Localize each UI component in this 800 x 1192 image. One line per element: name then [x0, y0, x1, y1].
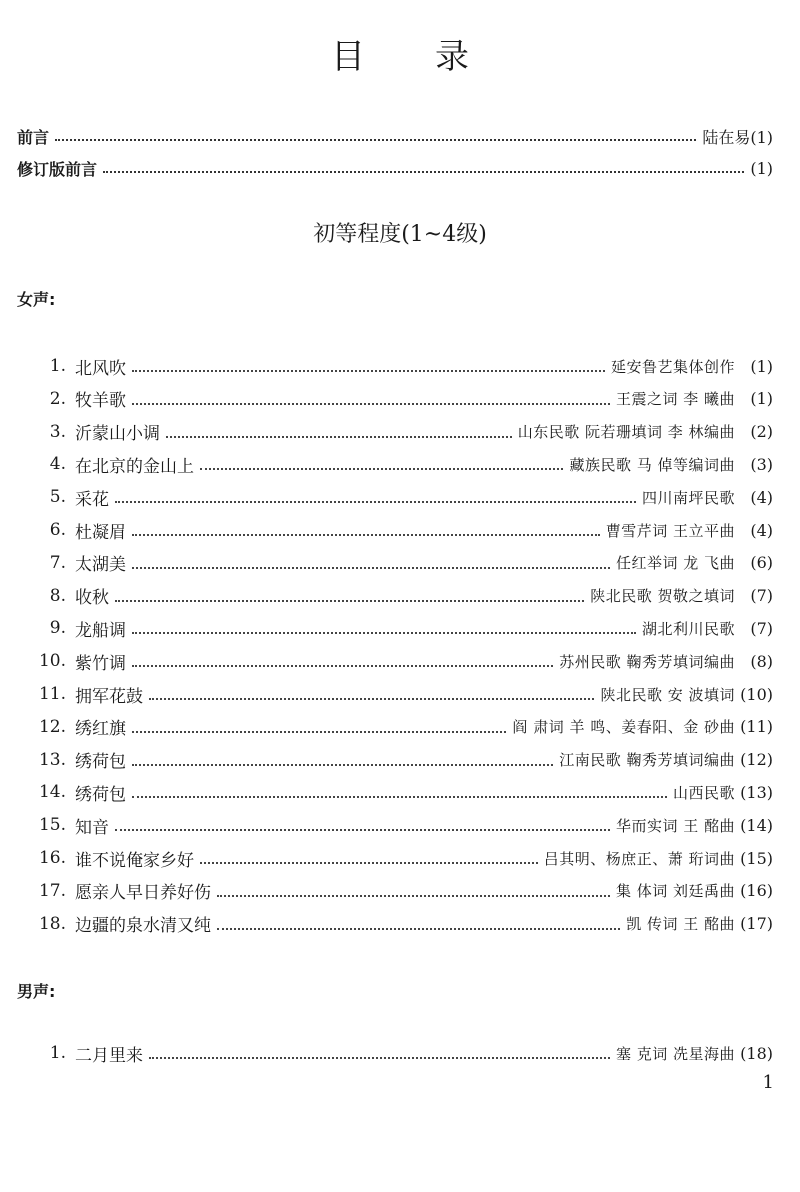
entry-number: 7. — [49, 552, 66, 573]
leader-dots — [132, 567, 610, 569]
entry-number: 13. — [38, 749, 66, 770]
entry-number: 15. — [38, 815, 66, 836]
entry-number: 17. — [38, 880, 66, 901]
entry-credits: 陕北民歌 贺敬之填词 — [590, 587, 735, 606]
entry-title: 牧羊歌 — [75, 391, 126, 412]
toc-entry[interactable] — [0, 908, 800, 940]
entry-number: 10. — [38, 651, 66, 672]
entry-number: 11. — [38, 684, 66, 704]
leader-dots — [115, 600, 584, 602]
entry-page: (17) — [740, 914, 773, 934]
entry-title: 在北京的金山上 — [75, 456, 194, 477]
toc-entry[interactable] — [0, 809, 800, 841]
entry-number: 5. — [49, 487, 66, 508]
toc-entry[interactable] — [0, 678, 800, 710]
entry-title: 太湖美 — [75, 555, 126, 576]
leader-dots — [149, 1057, 610, 1059]
toc-entry[interactable] — [0, 416, 800, 448]
entry-title: 边疆的泉水清又纯 — [75, 916, 211, 937]
entry-page: (8) — [750, 651, 773, 671]
entry-page: (13) — [740, 782, 773, 802]
toc-entry[interactable] — [0, 645, 800, 677]
entry-title: 拥军花鼓 — [75, 686, 143, 707]
entry-page: (11) — [740, 717, 773, 737]
entry-credits: 藏族民歌 马 倬等编词曲 — [569, 455, 735, 474]
entry-number: 9. — [49, 618, 66, 639]
leader-dots — [115, 829, 610, 831]
leader-dots — [103, 171, 744, 173]
entry-credits: 陕北民歌 安 波填词 — [600, 685, 735, 704]
entry-credits: 曹雪芹词 王立平曲 — [605, 521, 735, 540]
toc-entry[interactable] — [0, 481, 800, 513]
leader-dots — [166, 436, 512, 438]
entry-page: (7) — [750, 586, 773, 606]
entry-credits: 华而实词 王 酩曲 — [615, 816, 735, 835]
front-matter-label: 修订版前言 — [17, 159, 98, 179]
entry-number: 2. — [49, 388, 66, 409]
entry-number: 12. — [38, 716, 66, 737]
leader-dots — [132, 731, 506, 733]
entry-title: 愿亲人早日养好伤 — [75, 883, 211, 904]
leader-dots — [132, 796, 667, 798]
toc-title — [0, 32, 800, 82]
entry-page: (12) — [740, 750, 773, 770]
entry-title: 龙船调 — [75, 620, 126, 641]
leader-dots — [132, 370, 605, 372]
front-matter-revised-preface[interactable] — [17, 154, 773, 182]
entry-page: (14) — [740, 815, 773, 835]
toc-entry[interactable] — [0, 580, 800, 612]
entry-title: 采花 — [75, 489, 109, 510]
entry-number: 18. — [38, 913, 66, 934]
entry-title: 沂蒙山小调 — [75, 424, 160, 445]
entry-page: (16) — [740, 881, 773, 901]
entry-credits: 苏州民歌 鞠秀芳填词编曲 — [559, 652, 735, 671]
toc-entry[interactable] — [0, 350, 800, 382]
entry-credits: 湖北利川民歌 — [641, 619, 735, 638]
page-number: 1 — [762, 1072, 774, 1093]
entry-credits: 任红举词 龙 飞曲 — [615, 554, 735, 573]
entry-title: 二月里来 — [75, 1045, 143, 1066]
entry-number: 14. — [38, 782, 66, 803]
entry-credits: 塞 克词 冼星海曲 — [615, 1044, 735, 1063]
toc-entry[interactable] — [0, 448, 800, 480]
toc-entry[interactable] — [0, 776, 800, 808]
entry-number: 8. — [49, 585, 66, 606]
toc-entry[interactable] — [0, 875, 800, 907]
leader-dots — [55, 139, 696, 141]
entry-page: (1) — [750, 389, 773, 409]
entry-page: (1) — [750, 356, 773, 376]
entry-title: 谁不说俺家乡好 — [75, 850, 194, 871]
entry-title: 紫竹调 — [75, 653, 126, 674]
entry-credits: 山东民歌 阮若珊填词 李 林编曲 — [517, 423, 735, 442]
entry-credits: 吕其明、杨庶正、萧 珩词曲 — [543, 849, 735, 868]
entry-page: (3) — [750, 454, 773, 474]
entry-page: (6) — [750, 553, 773, 573]
entry-title: 绣红旗 — [75, 719, 126, 740]
toc-entry[interactable] — [0, 612, 800, 644]
leader-dots — [217, 895, 610, 897]
section-title: 初等程度(1~4级) — [313, 222, 487, 247]
front-matter-label: 前言 — [17, 127, 50, 147]
entry-page: (18) — [740, 1043, 773, 1063]
front-matter-page: 陆在易(1) — [702, 127, 773, 147]
entry-number: 3. — [49, 421, 66, 442]
toc-entry[interactable] — [0, 711, 800, 743]
entry-credits: 山西民歌 — [672, 783, 735, 802]
entry-title: 北风吹 — [75, 358, 126, 379]
leader-dots — [132, 632, 636, 634]
entry-credits: 四川南坪民歌 — [641, 488, 735, 507]
leader-dots — [115, 501, 636, 503]
entry-credits: 王震之词 李 曦曲 — [615, 390, 735, 409]
entry-number: 6. — [49, 520, 66, 540]
entry-page: (15) — [740, 848, 773, 868]
entry-credits: 延安鲁艺集体创作 — [610, 357, 735, 376]
entry-title: 绣荷包 — [75, 752, 126, 773]
toc-title-char-1: 目 — [331, 37, 365, 77]
entry-credits: 集 体词 刘廷禹曲 — [615, 882, 735, 901]
entry-credits: 江南民歌 鞠秀芳填词编曲 — [559, 751, 735, 770]
entry-title: 杜凝眉 — [75, 522, 126, 543]
toc-entry[interactable] — [0, 514, 800, 546]
toc-entry[interactable] — [0, 547, 800, 579]
front-matter-page: (1) — [750, 158, 773, 178]
entry-title: 绣荷包 — [75, 784, 126, 805]
leader-dots — [132, 534, 600, 536]
entry-page: (4) — [750, 520, 773, 540]
entry-number: 1. — [49, 1043, 66, 1063]
entry-title: 知音 — [75, 817, 109, 838]
toc-entry[interactable] — [0, 744, 800, 776]
toc-entry[interactable] — [0, 1037, 800, 1069]
female-heading: 女声: — [17, 290, 56, 309]
leader-dots — [132, 764, 553, 766]
entry-page: (7) — [750, 618, 773, 638]
entry-number: 16. — [38, 848, 66, 868]
toc-entry[interactable] — [0, 842, 800, 874]
leader-dots — [200, 862, 538, 864]
entry-credits: 凯 传词 王 酩曲 — [626, 915, 735, 934]
entry-title: 收秋 — [75, 588, 109, 609]
leader-dots — [217, 928, 620, 930]
entry-page: (4) — [750, 487, 773, 507]
toc-entry[interactable] — [0, 383, 800, 415]
entry-credits: 阎 肃词 羊 鸣、姜春阳、金 砂曲 — [512, 718, 735, 737]
male-heading: 男声: — [17, 982, 56, 1001]
entry-number: 4. — [49, 454, 66, 475]
leader-dots — [200, 468, 563, 470]
leader-dots — [132, 403, 610, 405]
entry-page: (10) — [740, 684, 773, 704]
entry-number: 1. — [49, 356, 66, 376]
leader-dots — [149, 698, 594, 700]
leader-dots — [132, 665, 553, 667]
front-matter-preface[interactable] — [17, 122, 773, 150]
toc-title-char-2: 录 — [435, 37, 469, 77]
entry-page: (2) — [750, 422, 773, 442]
